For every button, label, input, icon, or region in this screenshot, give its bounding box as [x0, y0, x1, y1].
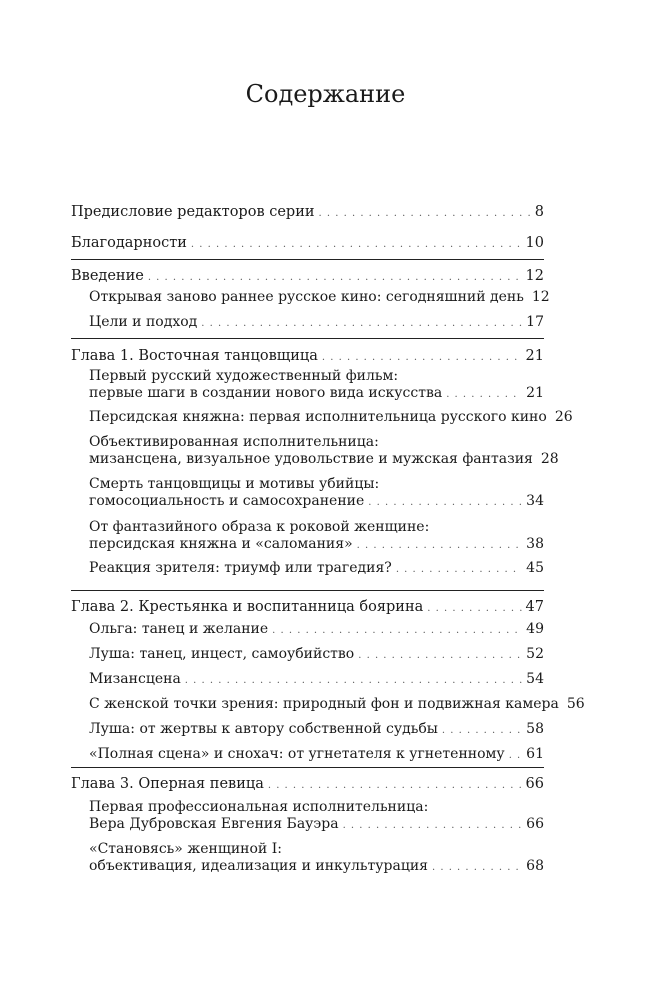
- toc-entry[interactable]: [71, 671, 544, 689]
- toc-entry-title: Глава 1. Восточная танцовщица: [71, 348, 318, 364]
- toc-entry[interactable]: [71, 289, 550, 307]
- toc-entry[interactable]: [71, 203, 544, 223]
- toc-entry-title: Ольга: танец и желание: [89, 621, 269, 637]
- toc-entry[interactable]: [71, 368, 544, 403]
- toc-entry-title: Цели и подход: [89, 314, 198, 330]
- toc-entry-page: 21: [526, 385, 544, 401]
- dot-leader: [268, 777, 522, 795]
- toc-entry[interactable]: [71, 598, 544, 618]
- toc-entry-page: 34: [526, 493, 544, 509]
- toc-entry[interactable]: [71, 267, 544, 287]
- toc-entry-title: Персидская княжна: первая исполнительница русского кино: [89, 409, 547, 425]
- toc-entry-title-line: Первый русский художественный фильм:: [89, 368, 399, 384]
- toc-entry-page: 54: [526, 671, 544, 687]
- toc-entry-title: Предисловие редакторов серии: [71, 204, 315, 220]
- toc-entry-page: 28: [540, 451, 559, 467]
- toc-entry-page: 38: [526, 536, 544, 552]
- dot-leader: [368, 494, 522, 511]
- toc-entry-title: С женской точки зрения: природный фон и подвижная камера: [89, 696, 559, 712]
- dot-leader: [272, 622, 522, 639]
- toc-entry[interactable]: [71, 560, 544, 578]
- toc-entry-title: Мизансцена: [89, 671, 181, 687]
- toc-entry[interactable]: [71, 347, 544, 367]
- dot-leader: [319, 205, 531, 223]
- toc-entry-page: 8: [534, 204, 544, 220]
- toc-entry-page: 17: [526, 314, 544, 330]
- toc-entry-page: 47: [525, 599, 544, 615]
- toc-entry[interactable]: [71, 841, 544, 876]
- section-divider: [71, 767, 544, 768]
- toc-entry-title: Вера Дубровская Евгения Бауэра: [89, 816, 339, 832]
- toc-entry-title: Введение: [71, 268, 144, 284]
- toc-entry-page: 45: [526, 560, 544, 576]
- toc-entry-title: Глава 2. Крестьянка и воспитанница боярина: [71, 599, 424, 615]
- toc-entry-title: «Полная сцена» и снохач: от угнетателя к угнетенному: [89, 746, 505, 762]
- dot-leader: [442, 722, 522, 739]
- toc-entry-title-line: «Становясь» женщиной I:: [89, 841, 282, 857]
- dot-leader: [185, 672, 522, 689]
- dot-leader: [148, 269, 522, 287]
- toc-entry[interactable]: [71, 314, 544, 332]
- dot-leader: [322, 349, 522, 367]
- toc-entry[interactable]: [71, 696, 585, 714]
- toc-entry-title: мизансцена, визуальное удовольствие и мужская фантазия: [89, 451, 533, 467]
- toc-entry-title: Реакция зрителя: триумф или трагедия?: [89, 560, 392, 576]
- dot-leader: [432, 859, 522, 876]
- toc-entry-title: первые шаги в создании нового вида искусства: [89, 385, 443, 401]
- toc-entry[interactable]: [71, 621, 544, 639]
- toc-entry-title: Открывая заново раннее русское кино: сегодняшний день: [89, 289, 524, 305]
- section-divider: [71, 338, 544, 339]
- toc-entry[interactable]: [71, 519, 544, 554]
- dot-leader: [358, 647, 522, 664]
- dot-leader: [509, 747, 522, 764]
- toc-entry-title-line: Первая профессиональная исполнительница:: [89, 799, 429, 815]
- toc-entry[interactable]: [71, 775, 544, 795]
- toc-entry-page: 10: [525, 235, 544, 251]
- toc-entry[interactable]: [71, 646, 544, 664]
- toc-entry[interactable]: [71, 476, 544, 511]
- toc-entry-title: гомосоциальность и самосохранение: [89, 493, 365, 509]
- toc-entry-title-line: Объективированная исполнительница:: [89, 434, 379, 450]
- toc-entry-title: объективация, идеализация и инкультурация: [89, 858, 428, 874]
- toc-entry-page: 49: [526, 621, 544, 637]
- toc-entry-page: 56: [566, 696, 585, 712]
- toc-entry[interactable]: [71, 746, 544, 764]
- dot-leader: [396, 561, 522, 578]
- dot-leader: [201, 315, 522, 332]
- toc-entry-page: 21: [525, 348, 544, 364]
- toc-entry[interactable]: [71, 409, 573, 427]
- dot-leader: [343, 817, 523, 834]
- toc-entry-title: Благодарности: [71, 235, 187, 251]
- toc-entry-page: 52: [526, 646, 544, 662]
- toc-entry-title: персидская княжна и «саломания»: [89, 536, 353, 552]
- toc-entry-title: Луша: танец, инцест, самоубийство: [89, 646, 355, 662]
- toc-entry-title: Луша: от жертвы к автору собственной судьбы: [89, 721, 438, 737]
- toc-entry-page: 12: [525, 268, 544, 284]
- toc-entry-title-line: Смерть танцовщицы и мотивы убийцы:: [89, 476, 380, 492]
- toc-entry[interactable]: [71, 799, 544, 834]
- toc-entry[interactable]: [71, 434, 559, 469]
- toc-entry-page: 58: [526, 721, 544, 737]
- dot-leader: [191, 236, 522, 254]
- toc-entry[interactable]: [71, 234, 544, 254]
- toc-entry-title-line: От фантазийного образа к роковой женщине:: [89, 519, 430, 535]
- toc-entry-page: 12: [531, 289, 550, 305]
- toc-entry-page: 66: [525, 776, 544, 792]
- toc-entry-page: 68: [526, 858, 544, 874]
- section-divider: [71, 590, 544, 591]
- toc-entry-page: 26: [554, 409, 573, 425]
- dot-leader: [357, 537, 523, 554]
- section-divider: [71, 259, 544, 260]
- dot-leader: [427, 600, 521, 618]
- toc-entry-page: 66: [526, 816, 544, 832]
- toc-entry[interactable]: [71, 721, 544, 739]
- toc-entry-title: Глава 3. Оперная певица: [71, 776, 264, 792]
- toc-entry-page: 61: [526, 746, 544, 762]
- page-title: Содержание: [245, 80, 406, 108]
- dot-leader: [446, 386, 522, 403]
